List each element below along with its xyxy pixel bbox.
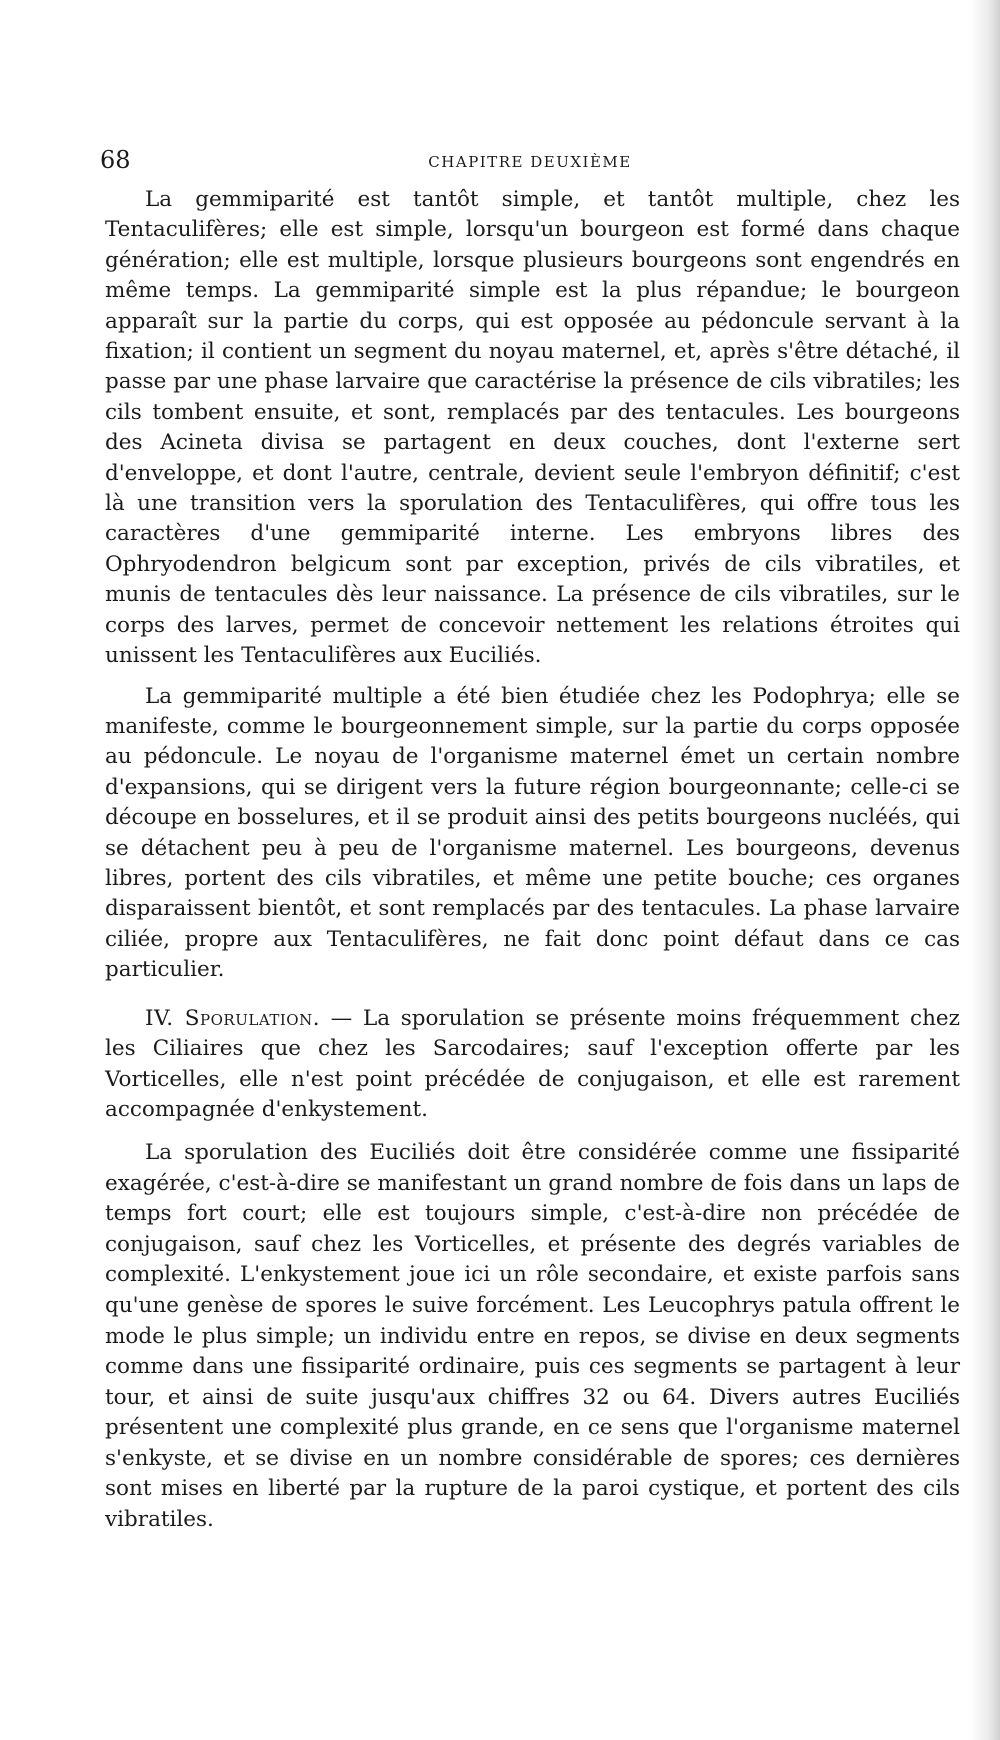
page-edge-shadow	[970, 0, 1000, 1740]
page-header	[100, 142, 960, 178]
paragraph-sporulation-euciliés: La sporulation des Euciliés doit être considérée comme une fissiparité exagérée, c'est-à-dire se manifestant un grand nombre de fois dans un laps de temps fort court; elle est toujours simple, c'est-à-dire non précédée de conjugaison, sauf chez les Vorticelles, et présente des degrés variables de complexité. L'enkystement joue ici un rôle secondaire, et existe parfois sans qu'une genèse de spores le suive forcément. Les Leucophrys patula offrent le mode le plus simple; un individu entre en repos, se divise en deux segments comme dans une fissiparité ordinaire, puis ces segments se partagent à leur tour, et ainsi de suite jusqu'aux chiffres 32 ou 64. Divers autres Euciliés présentent une complexité plus grande, en ce sens que l'organisme maternel s'enkyste, et se divise en un nombre considérable de spores; ces dernières sont mises en liberté par la rupture de la paroi cystique, et portent des cils vibratiles.	[105, 1139, 960, 1533]
paragraph-gemmiparite-multiple: La gemmiparité multiple a été bien étudiée chez les Podophrya; elle se manifeste, comme le bourgeonnement simple, sur la partie du corps opposée au pédoncule. Le noyau de l'organisme maternel émet un certain nombre d'expansions, qui se dirigent vers la future région bourgeonnante; celle-ci se découpe en bosselures, et il se produit ainsi des petits bourgeons nucléés, qui se détachent peu à peu de l'organisme maternel. Les bourgeons, devenus libres, portent des cils vibratiles, et même une petite bouche; ces organes disparaissent bientôt, et sont remplacés par des tentacules. La phase larvaire ciliée, propre aux Tentaculifères, ne fait donc point défaut dans ce cas particulier.	[105, 683, 960, 983]
page-number: 68	[100, 146, 131, 174]
text-body	[105, 185, 960, 1536]
paragraph-sporulation-text: — La sporulation se présente moins fréquemment chez les Ciliaires que chez les Sarcodaires; sauf l'exception offerte par les Vorticelles, elle n'est point précédée de conjugaison, et elle est rarement accompagnée d'enkystement.	[105, 1005, 960, 1123]
running-head: CHAPITRE DEUXIÈME	[428, 153, 632, 171]
paragraph-sporulation	[105, 1004, 960, 1126]
paragraph-gemmiparite: La gemmiparité est tantôt simple, et tantôt multiple, chez les Tentaculifères; elle est simple, lorsqu'un bourgeon est formé dans chaque génération; elle est multiple, lorsque plusieurs bourgeons sont engendrés en même temps. La gemmiparité simple est la plus répandue; le bourgeon apparaît sur la partie du corps, qui est opposée au pédoncule servant à la fixation; il contient un segment du noyau maternel, et, après s'être détaché, il passe par une phase larvaire que caractérise la présence de cils vibratiles; les cils tombent ensuite, et sont, remplacés par des tentacules. Les bourgeons des Acineta divisa se partagent en deux couches, dont l'externe sert d'enveloppe, et dont l'autre, centrale, devient seule l'embryon définitif; c'est là une transition vers la sporulation des Tentaculifères, qui offre tous les caractères d'une gemmiparité interne. Les embryons libres des Ophryodendron belgicum sont par exception, privés de cils vibratiles, et munis de tentacules dès leur naissance. La présence de cils vibratiles, sur le corps des larves, permet de concevoir nettement les relations étroites qui unissent les Tentaculifères aux Euciliés.	[105, 187, 960, 669]
section-label-sporulation: IV. Sporulation.	[145, 1005, 321, 1031]
